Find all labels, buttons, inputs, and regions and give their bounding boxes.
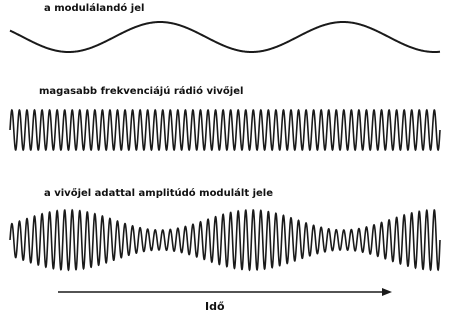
arrowhead-icon (382, 288, 392, 296)
am-signal-label: a vivőjel adattal amplitúdó modulált jele (44, 188, 273, 199)
carrier-signal-label: magasabb frekvenciájú rádió vivőjel (39, 86, 244, 97)
am-signal-wave (10, 210, 440, 270)
modulating-signal-label: a modulálandó jel (44, 3, 145, 14)
time-axis-label: Idő (205, 300, 225, 313)
modulating-signal-wave (10, 22, 440, 52)
carrier-signal-wave (10, 110, 440, 150)
